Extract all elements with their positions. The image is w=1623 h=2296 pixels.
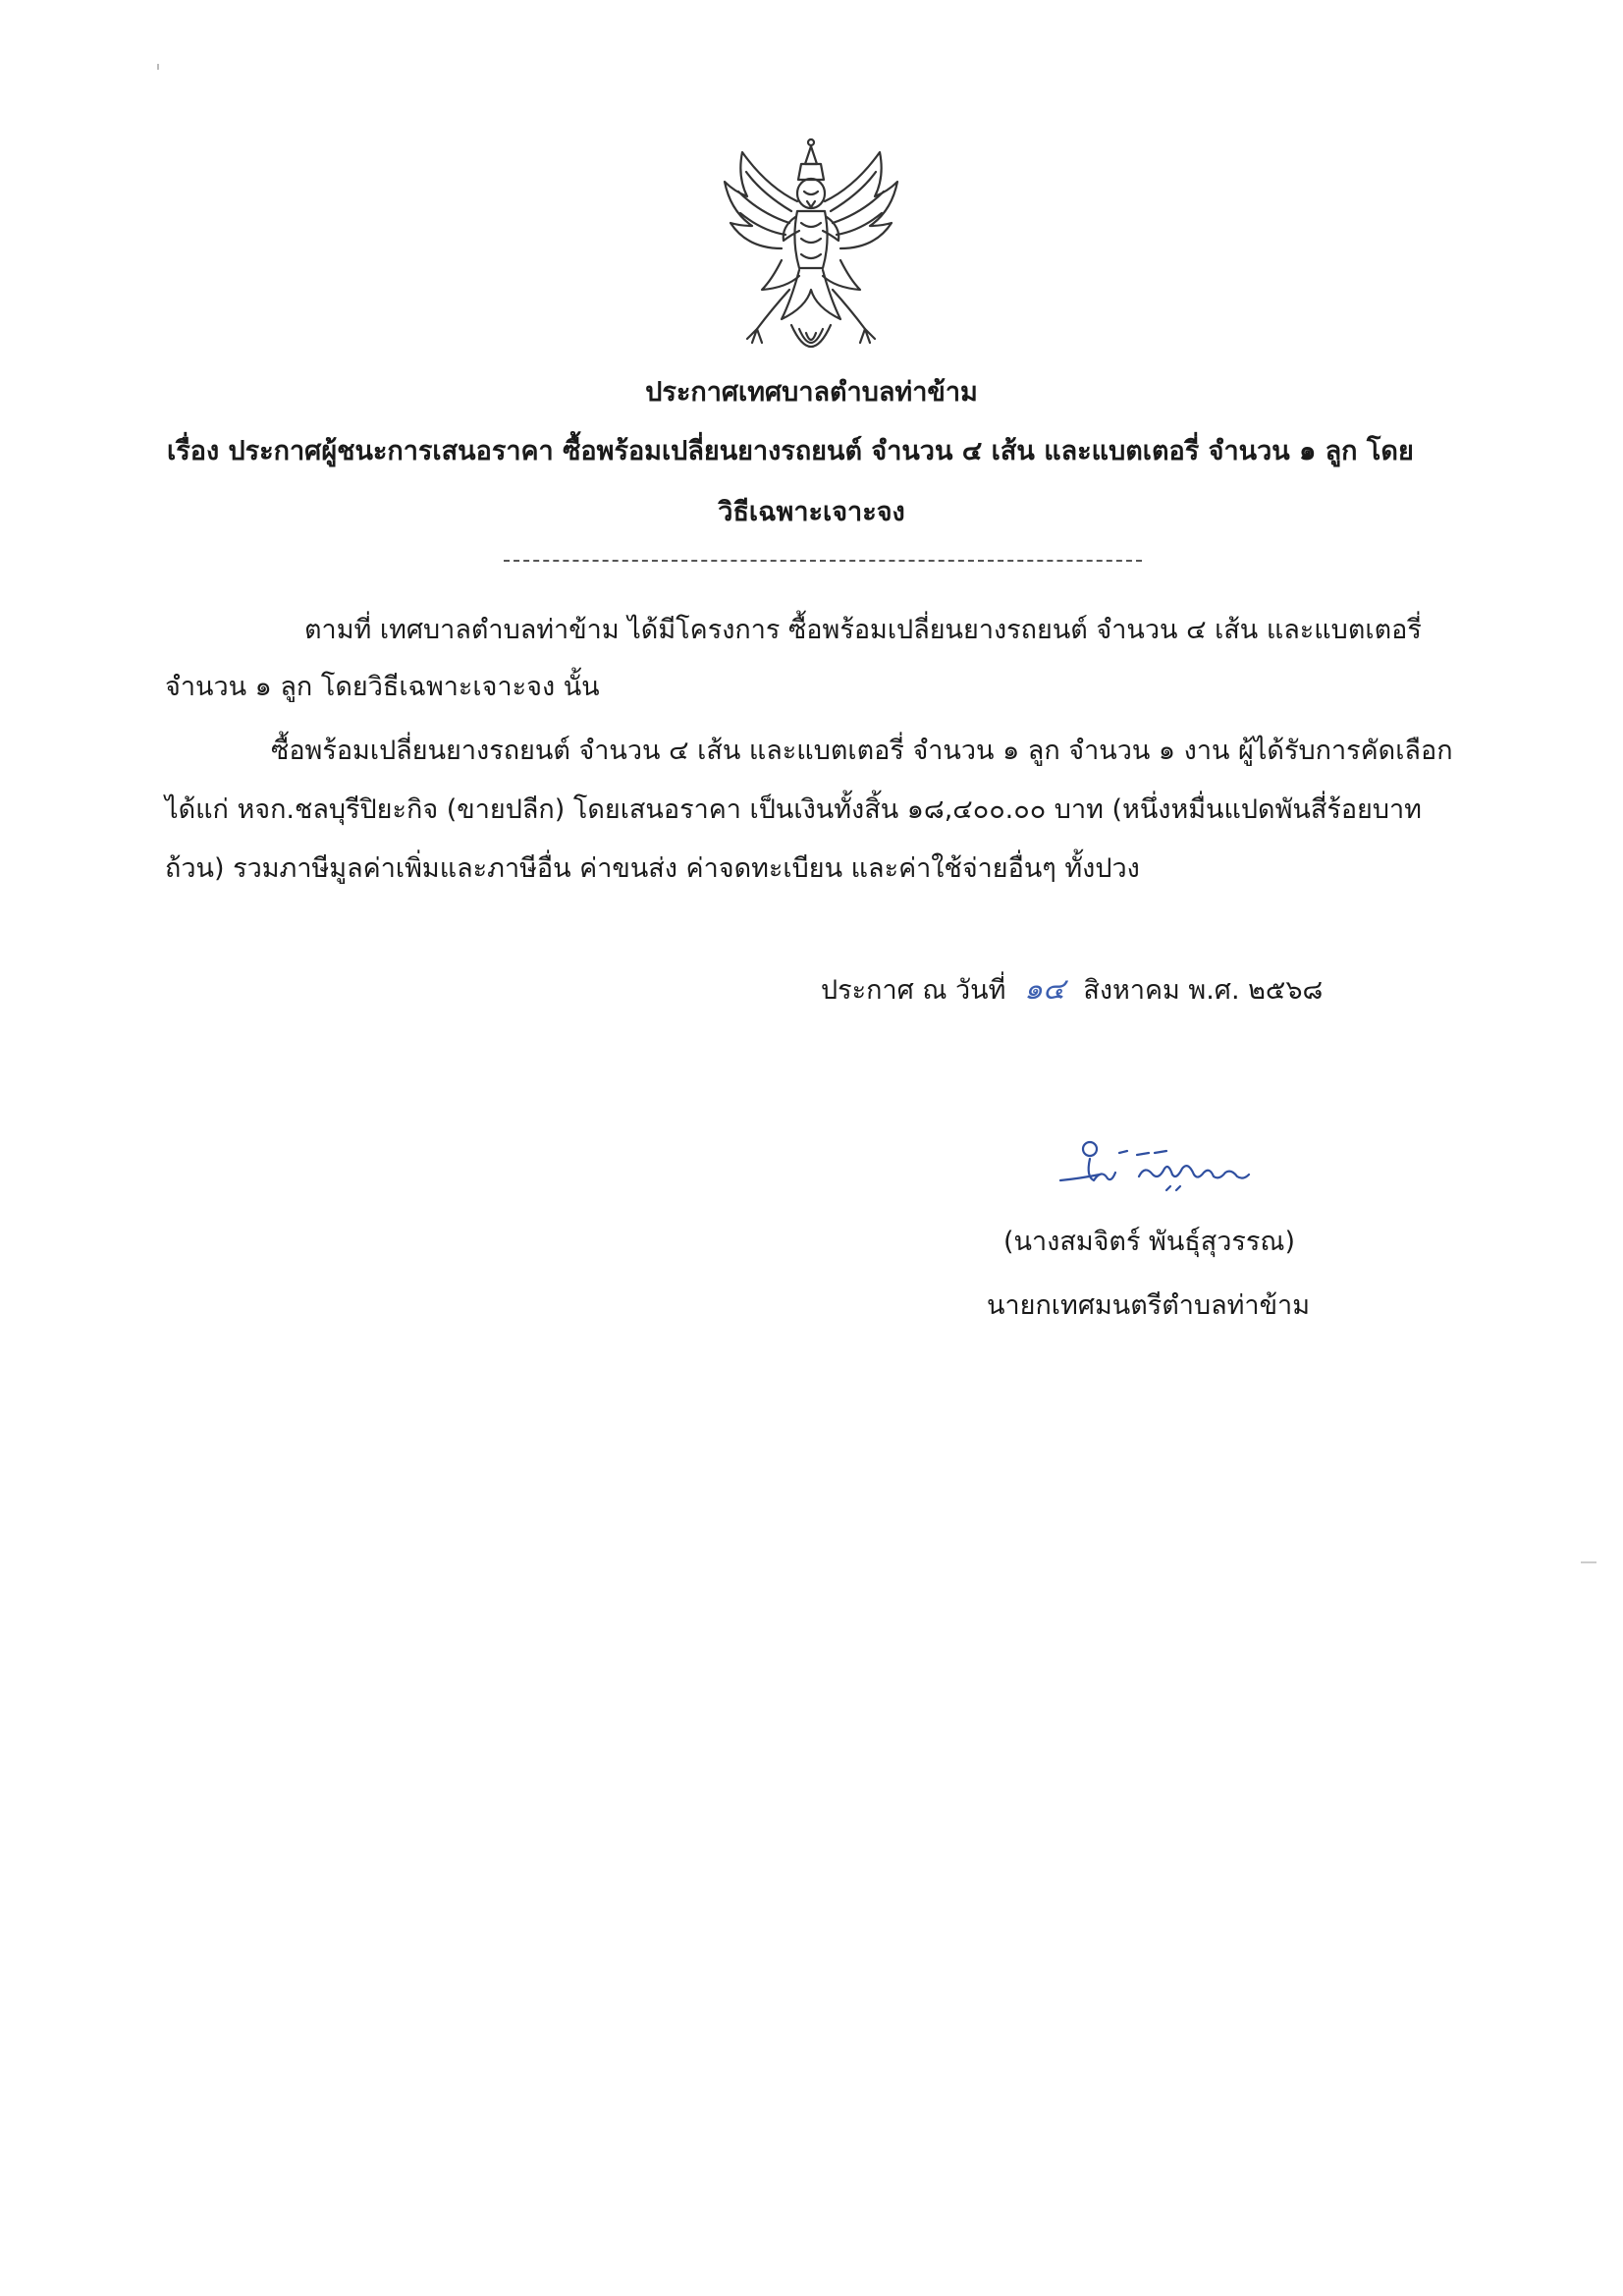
paragraph-2-line-1: ซื้อพร้อมเปลี่ยนยางรถยนต์ จำนวน ๔ เส้น และแบตเตอรี่ จำนวน ๑ ลูก จำนวน ๑ งาน ผู้ได้รับการคัดเลือก xyxy=(271,736,1453,766)
signatory-position: นายกเทศมนตรีตำบลท่าข้าม xyxy=(987,1290,1310,1321)
paragraph-1-line-2: จำนวน ๑ ลูก โดยวิธีเฉพาะเจาะจง นั้น xyxy=(165,672,600,702)
subject-line: เรื่อง ประกาศผู้ชนะการเสนอราคา ซื้อพร้อมเปลี่ยนยางรถยนต์ จำนวน ๔ เส้น และแบตเตอรี่ จำนวน ๑ ลูก โดย xyxy=(167,436,1414,466)
garuda-emblem-icon xyxy=(713,133,909,368)
scan-mark xyxy=(157,64,159,70)
paragraph-1-line-1: ตามที่ เทศบาลตำบลท่าข้าม ได้มีโครงการ ซื้อพร้อมเปลี่ยนยางรถยนต์ จำนวน ๔ เส้น และแบตเตอรี่ xyxy=(304,615,1422,645)
dashed-divider xyxy=(504,560,1142,562)
scan-mark xyxy=(1581,1561,1596,1563)
date-prefix: ประกาศ ณ วันที่ xyxy=(821,975,1006,1006)
signature-icon xyxy=(1051,1129,1286,1208)
paragraph-2-line-3: ถ้วน) รวมภาษีมูลค่าเพิ่มและภาษีอื่น ค่าขนส่ง ค่าจดทะเบียน และค่าใช้จ่ายอื่นๆ ทั้งปวง xyxy=(165,853,1140,884)
announcement-title: ประกาศเทศบาลตำบลท่าข้าม xyxy=(645,377,978,408)
date-day-handwritten: ๑๔ xyxy=(1024,972,1065,1007)
signatory-name: (นางสมจิตร์ พันธุ์สุวรรณ) xyxy=(1003,1227,1296,1257)
announcement-date xyxy=(821,970,1323,1011)
paragraph-2-line-2: ได้แก่ หจก.ชลบุรีปิยะกิจ (ขายปลีก) โดยเสนอราคา เป็นเงินทั้งสิ้น ๑๘,๔๐๐.๐๐ บาท (หนึ่งหมื่นแปดพันสี่ร้อยบาท xyxy=(165,794,1422,825)
subject-line-continued: วิธีเฉพาะเจาะจง xyxy=(718,497,905,527)
date-month-year: สิงหาคม พ.ศ. ๒๕๖๘ xyxy=(1083,975,1324,1006)
